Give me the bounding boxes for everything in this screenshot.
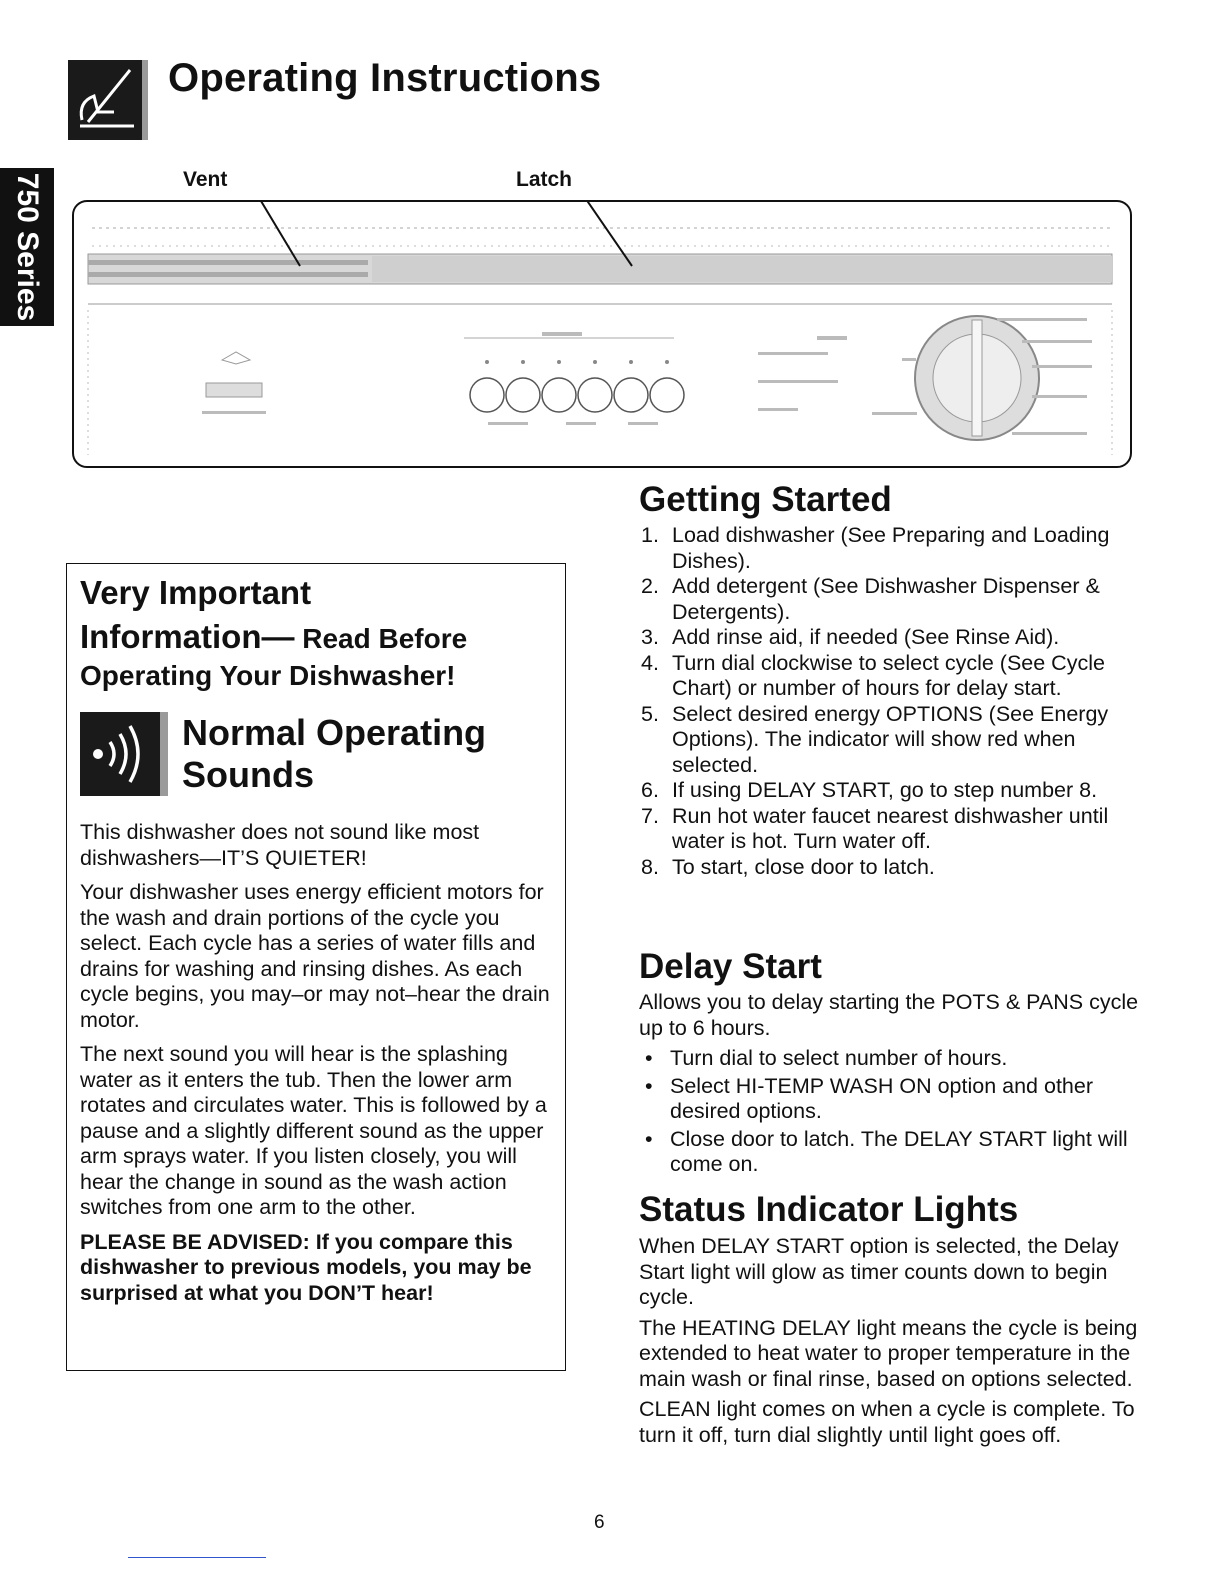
normal-sounds-title: Normal Operating Sounds	[182, 712, 487, 795]
footer-divider	[128, 1557, 266, 1558]
sounds-paragraph: Your dishwasher uses energy efficient motors for the wash and drain portions of the cycle you select. Each cycle has a series of water fills and drains for washing and rinsing dishes. As each cycle begins, you may–or may not–hear the drain motor.	[80, 880, 550, 1032]
status-paragraph: CLEAN light comes on when a cycle is complete. To turn it off, turn dial slightly until light goes off.	[639, 1397, 1135, 1447]
step-number: 2.	[641, 574, 659, 598]
pencil-checkmark-icon	[68, 60, 148, 140]
page-number: 6	[594, 1512, 605, 1533]
bullet-text: Turn dial to select number of hours.	[670, 1046, 1008, 1070]
step-text: Select desired energy OPTIONS (See Energy Options). The indicator will show red when selected.	[672, 701, 1109, 777]
step-number: 4.	[641, 650, 659, 675]
sounds-paragraph: The next sound you will hear is the splashing water as it enters the tub. Then the lower arm rotates and circulates water. This is followed by a pause and a slightly different sound as the upper arm sprays water. If you listen closely, you will hear the change in sound as the wash action switches from one arm to the other.	[80, 1042, 547, 1219]
normal-sounds-body	[80, 820, 562, 1315]
vent-label: Vent	[183, 168, 228, 191]
bullet-icon: •	[645, 1126, 653, 1151]
step-text: To start, close door to latch.	[672, 854, 935, 879]
important-subheading-main: Information—	[80, 618, 295, 655]
list-item	[639, 574, 1139, 625]
status-lights-title: Status Indicator Lights	[639, 1190, 1019, 1229]
delay-start-title: Delay Start	[639, 947, 822, 986]
step-text: Add rinse aid, if needed (See Rinse Aid).	[672, 625, 1060, 649]
important-subheading-rest: Read Before	[294, 623, 468, 654]
getting-started-title: Getting Started	[639, 480, 892, 519]
step-number: 3.	[641, 625, 659, 649]
bullet-text: Select HI-TEMP WASH ON option and other desired options.	[670, 1073, 1093, 1123]
list-item	[639, 855, 1139, 881]
status-paragraph: The HEATING DELAY light means the cycle is being extended to heat water to proper temperature in the main wash or final rinse, based on options selected.	[639, 1315, 1138, 1391]
getting-started-steps	[639, 523, 1139, 880]
important-subheading-line3: Operating Your Dishwasher!	[80, 660, 456, 691]
list-item	[639, 1074, 1139, 1125]
section-tab-label: 750 Series	[11, 172, 44, 322]
status-lights-body	[639, 1234, 1139, 1457]
step-text: If using DELAY START, go to step number 8.	[672, 778, 1098, 802]
list-item	[639, 1127, 1139, 1178]
list-item	[639, 702, 1139, 779]
delay-start-intro: Allows you to delay starting the POTS & PANS cycle up to 6 hours.	[639, 990, 1139, 1040]
sounds-paragraph: This dishwasher does not sound like most dishwashers—IT’S QUIETER!	[80, 820, 480, 870]
list-item	[639, 778, 1139, 804]
step-text: Turn dial clockwise to select cycle (See Cycle Chart) or number of hours for delay start.	[672, 650, 1105, 700]
important-subheading	[80, 618, 467, 656]
delay-start-body	[639, 990, 1139, 1180]
important-heading: Very Important	[80, 574, 312, 611]
control-panel-illustration	[72, 200, 1132, 468]
step-number: 1.	[641, 523, 659, 547]
step-number: 6.	[641, 778, 659, 802]
bullet-text: Close door to latch. The DELAY START light will come on.	[670, 1126, 1128, 1176]
list-item	[639, 625, 1139, 651]
step-text: Add detergent (See Dishwasher Dispenser & Detergents).	[672, 574, 1100, 624]
step-number: 8.	[641, 854, 659, 879]
list-item	[639, 651, 1139, 702]
list-item	[639, 523, 1139, 574]
step-number: 7.	[641, 803, 659, 828]
step-number: 5.	[641, 701, 659, 726]
list-item	[639, 804, 1139, 855]
delay-start-bullets	[639, 1046, 1139, 1178]
step-text: Run hot water faucet nearest dishwasher until water is hot. Turn water off.	[672, 803, 1109, 853]
page-title: Operating Instructions	[168, 56, 602, 100]
bullet-icon: •	[645, 1046, 653, 1070]
speaker-sound-icon	[80, 712, 168, 796]
step-text: Load dishwasher (See Preparing and Loading Dishes).	[672, 523, 1110, 573]
advisory-note: PLEASE BE ADVISED: If you compare this dishwasher to previous models, you may be surprised at what you DON’T hear!	[80, 1229, 532, 1305]
bullet-icon: •	[645, 1073, 653, 1098]
status-paragraph: When DELAY START option is selected, the Delay Start light will glow as timer counts down to begin cycle.	[639, 1234, 1119, 1309]
list-item	[639, 1046, 1139, 1072]
latch-label: Latch	[516, 168, 573, 191]
